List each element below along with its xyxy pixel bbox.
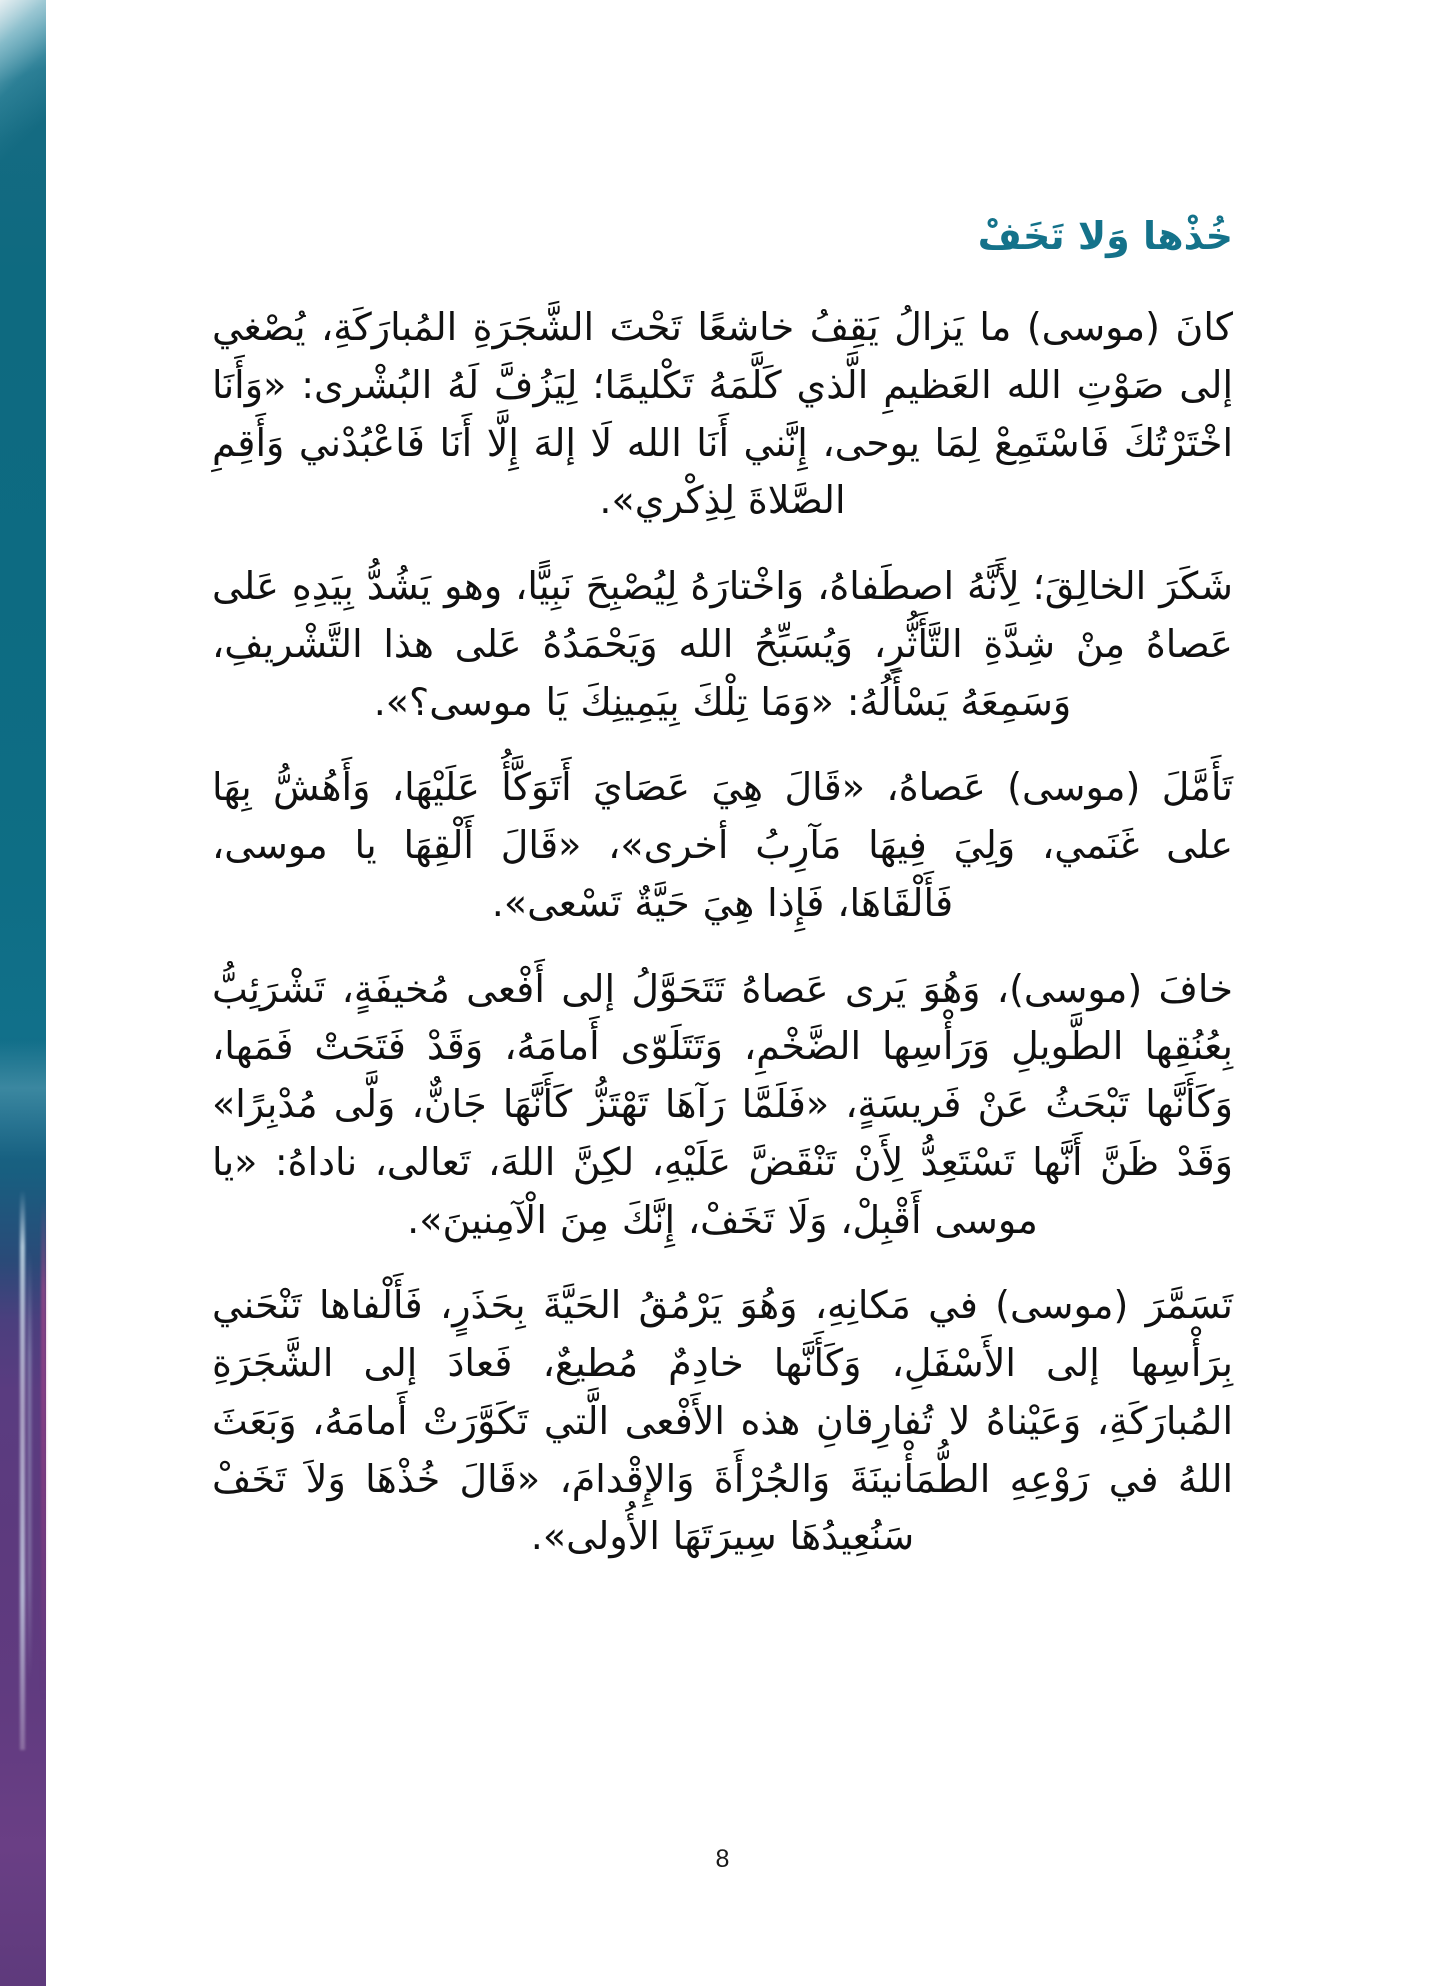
chapter-title: خُذْها وَلا تَخَفْ (977, 214, 1233, 258)
body-paragraph-3: تَأَمَّلَ (موسى) عَصاهُ، «قَالَ هِيَ عَصَايَ أَتَوَكَّأُ عَلَيْهَا، وَأَهُشُّ بِهَا على غَنَمي، وَلِيَ فِيهَا مَآرِبُ أخرى»، «قَالَ أَلْقِهَا يا موسى، فَأَلْقَاهَا، فَإِذا هِيَ حَيَّةٌ تَسْعى». (212, 765, 1233, 925)
body-paragraph-4: خافَ (موسى)، وَهُوَ يَرى عَصاهُ تَتَحَوَّلُ إلى أَفْعى مُخيفَةٍ، تَشْرَئِبُّ بِعُنُقِها الطَّويلِ وَرَأْسِها الضَّخْمِ، وَتَتَلَوّى أَمامَهُ، وَقَدْ فَتَحَتْ فَمَها، وَكَأَنَّها تَبْحَثُ عَنْ فَريسَةٍ، «فَلَمَّا رَآهَا تَهْتَزُّ كَأَنَّهَا جَانٌّ، وَلَّى مُدْبِرًا» وَقَدْ ظَنَّ أَنَّها تَسْتَعِدُّ لِأَنْ تَنْقَضَّ عَلَيْهِ، لكِنَّ اللهَ، تَعالى، ناداهُ: «يا موسى أَقْبِلْ، وَلَا تَخَفْ، إِنَّكَ مِنَ الْآمِنينَ». (212, 966, 1233, 1242)
body-paragraph-5: تَسَمَّرَ (موسى) في مَكانِهِ، وَهُوَ يَرْمُقُ الحَيَّةَ بِحَذَرٍ، فَأَلْفاها تَنْحَني بِرَأْسِها إلى الأَسْفَلِ، وَكَأَنَّها خادِمٌ مُطيعٌ، فَعادَ إلى الشَّجَرَةِ المُبارَكَةِ، وَعَيْناهُ لا تُفارِقانِ هذه الأَفْعى الَّتي تَكَوَّرَتْ أَمامَهُ، وَبَعَثَ اللهُ في رَوْعِهِ الطُّمَأْنينَةَ وَالجُرْأَةَ وَالإِقْدامَ، «قَالَ خُذْهَا وَلاَ تَخَفْ سَنُعِيدُهَا سِيرَتَهَا الأُولى». (212, 1283, 1233, 1559)
body-paragraph-1: كانَ (موسى) ما يَزالُ يَقِفُ خاشعًا تَحْتَ الشَّجَرَةِ المُبارَكَةِ، يُصْغي إلى صَوْتِ الله العَظيمِ الَّذي كَلَّمَهُ تَكْليمًا؛ لِيَزُفَّ لَهُ البُشْرى: «وَأَنَا اخْتَرْتُكَ فَاسْتَمِعْ لِمَا يوحى، إِنَّني أَنَا الله لَا إلهَ إِلَّا أَنَا فَاعْبُدْني وَأَقِمِ الصَّلاةَ لِذِكْري». (212, 305, 1233, 523)
page-number: 8 (715, 1845, 730, 1873)
body-paragraph-2: شَكَرَ الخالِقَ؛ لِأَنَّهُ اصطَفاهُ، وَاخْتارَهُ لِيُصْبِحَ نَبِيًّا، وهو يَشُدُّ بِيَدِهِ عَلى عَصاهُ مِنْ شِدَّةِ التَّأَثُّرِ، وَيُسَبِّحُ الله وَيَحْمَدُهُ عَلى هذا التَّشْريفِ، وَسَمِعَهُ يَسْأَلُهُ: «وَمَا تِلْكَ بِيَمِينِكَ يَا موسى؟». (212, 564, 1233, 724)
